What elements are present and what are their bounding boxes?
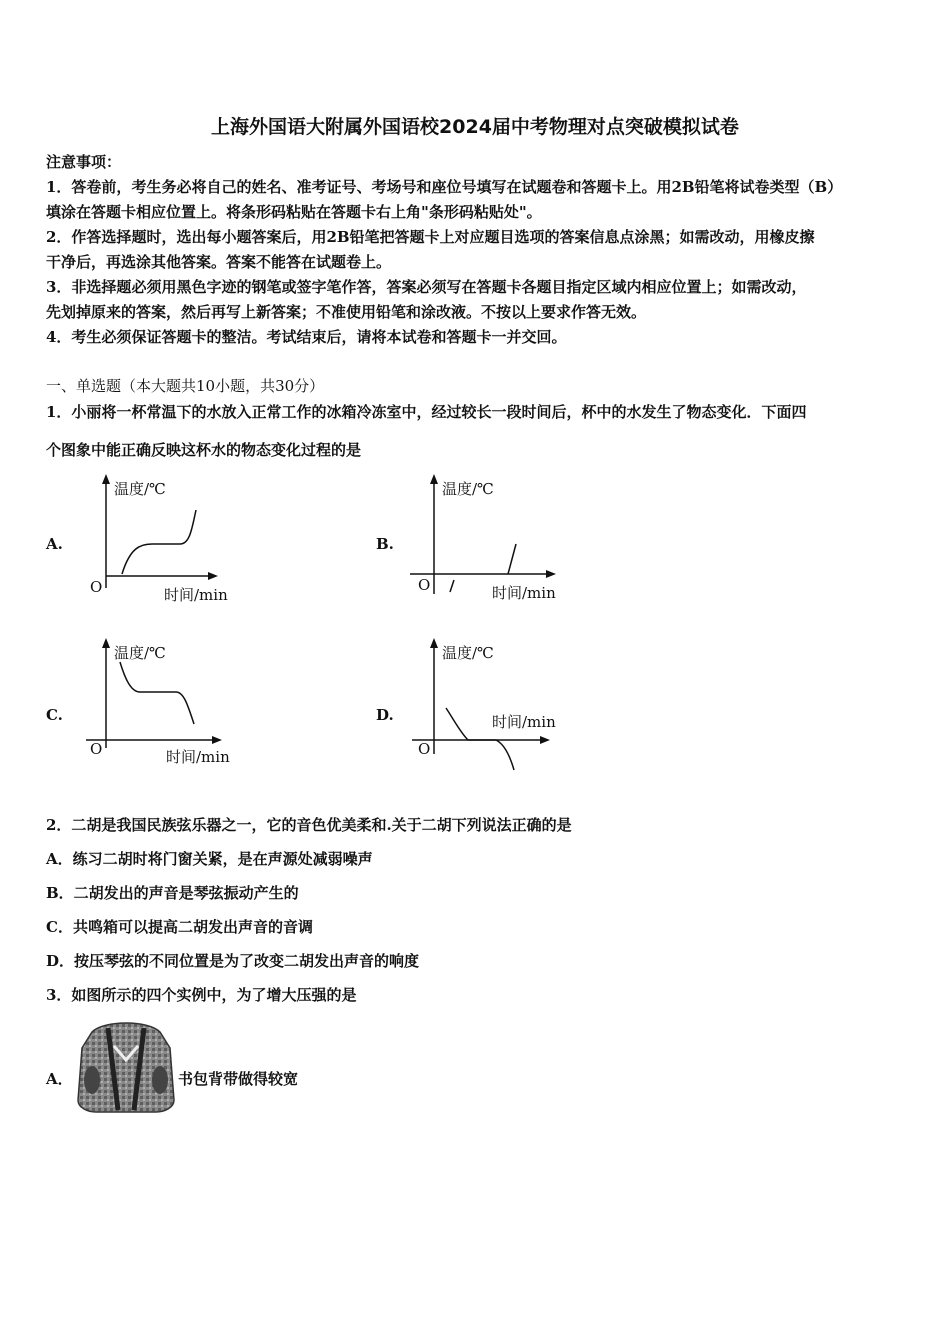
q2-option-b: B．二胡发出的声音是琴弦振动产生的 [46,884,299,902]
graph-b-segment-1 [450,580,454,592]
y-axis-arrow [430,638,438,648]
graph-a-curve [122,510,196,574]
notice-line: 3．非选择题必须用黑色字迹的钢笔或签字笔作答，答案必须写在答题卡各题目指定区域内相应位置上；如需改动， [46,278,807,296]
page-title: 上海外国语大附属外国语校2024届中考物理对点突破模拟试卷 [211,116,739,138]
y-axis-label: 温度/℃ [442,480,494,498]
q1-graph-d [408,632,568,772]
q1-graph-c [80,632,240,772]
x-axis-label: 时间/min [492,584,556,602]
section-heading: 一、单选题（本大题共10小题，共30分） [46,377,325,395]
q3-stem: 3．如图所示的四个实例中，为了增大压强的是 [46,986,357,1004]
y-axis-arrow [430,474,438,484]
notice-line: 干净后，再选涂其他答案。答案不能答在试题卷上。 [46,253,392,271]
q3-option-a-label: A． [46,1070,73,1088]
q1-stem-line1: 1．小丽将一杯常温下的水放入正常工作的冰箱冷冻室中，经过较长一段时间后，杯中的水发生了物态变化．下面四 [46,403,807,421]
x-axis-arrow [540,736,550,744]
q2-stem: 2．二胡是我国民族弦乐器之一，它的音色优美柔和.关于二胡下列说法正确的是 [46,816,572,834]
q1-option-a-label: A. [46,535,63,553]
y-axis-label: 温度/℃ [114,644,166,662]
origin-label: O [90,740,103,758]
q1-graph-a [80,468,240,608]
q1-option-c-label: C. [46,706,63,724]
q3-option-a-text: 书包背带做得较宽 [178,1070,299,1088]
x-axis-label: 时间/min [164,586,228,604]
q1-option-d-label: D. [376,706,394,724]
backpack-side-pocket-right [152,1066,168,1094]
origin-label: O [90,578,103,596]
notice-line: 填涂在答题卡相应位置上。将条形码粘贴在答题卡右上角"条形码粘贴处"。 [46,203,542,221]
backpack-image [74,1018,178,1114]
notice-line: 1．答卷前，考生务必将自己的姓名、准考证号、考场号和座位号填写在试题卷和答题卡上。用2B铅笔将试卷类型（B） [46,178,843,196]
x-axis-arrow [208,572,218,580]
x-axis-arrow [546,570,556,578]
x-axis-arrow [212,736,222,744]
graph-c-curve [120,662,194,724]
graph-b-segment-2 [508,544,516,574]
y-axis-label: 温度/℃ [442,644,494,662]
y-axis-label: 温度/℃ [114,480,166,498]
origin-label: O [418,740,431,758]
q2-option-c: C．共鸣箱可以提高二胡发出声音的音调 [46,918,313,936]
x-axis-label: 时间/min [166,748,230,766]
notice-line: 先划掉原来的答案，然后再写上新答案；不准使用铅笔和涂改液。不按以上要求作答无效。 [46,303,647,321]
q2-option-d: D．按压琴弦的不同位置是为了改变二胡发出声音的响度 [46,952,420,970]
notice-line: 2．作答选择题时，选出每小题答案后，用2B铅笔把答题卡上对应题目选项的答案信息点涂黑；如需改动，用橡皮擦 [46,228,815,246]
notice-heading: 注意事项： [46,153,122,171]
q1-option-b-label: B. [376,535,394,553]
backpack-side-pocket-left [84,1066,100,1094]
y-axis-arrow [102,474,110,484]
q1-graph-b [408,468,568,608]
q2-option-a: A．练习二胡时将门窗关紧，是在声源处减弱噪声 [46,850,373,868]
q1-stem-line2: 个图象中能正确反映这杯水的物态变化过程的是 [46,441,362,459]
notice-line: 4．考生必须保证答题卡的整洁。考试结束后，请将本试卷和答题卡一并交回。 [46,328,567,346]
origin-label: O [418,576,431,594]
y-axis-arrow [102,638,110,648]
x-axis-label: 时间/min [492,713,556,731]
